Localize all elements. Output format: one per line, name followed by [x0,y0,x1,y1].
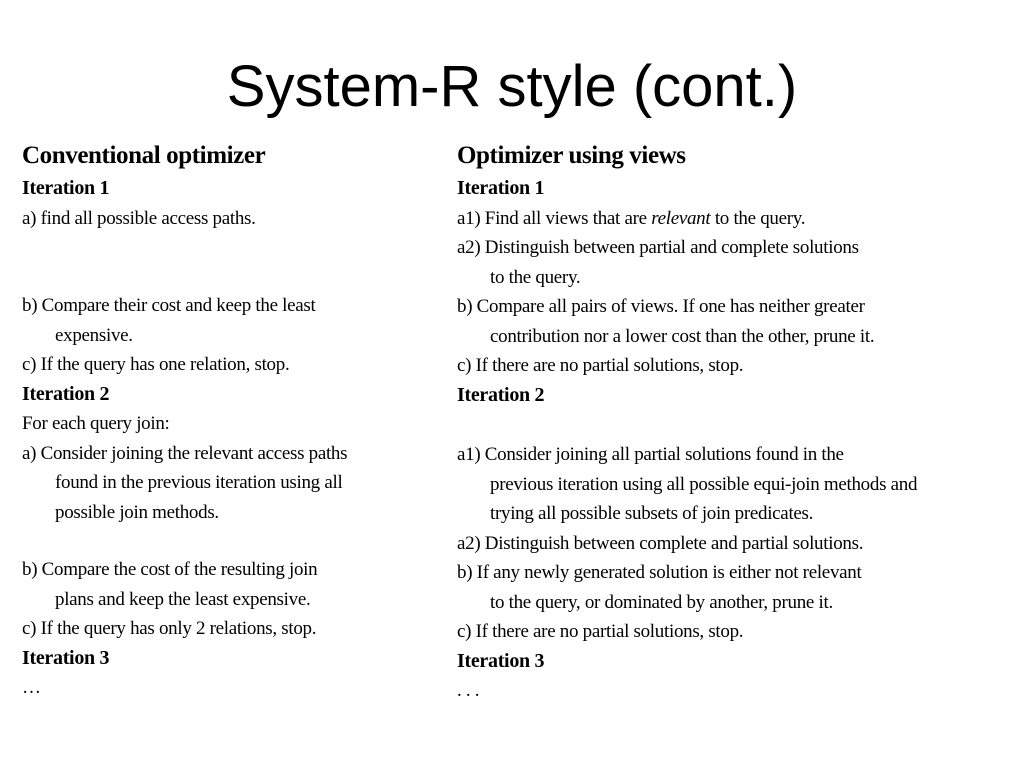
left-ellipsis: … [22,677,41,698]
right-iter2-step-b-cont: to the query, or dominated by another, prune it. [490,591,833,613]
left-iter1-step-a: a) find all possible access paths. [22,207,256,229]
left-iter1-step-b-cont: expensive. [55,324,133,346]
conventional-optimizer-heading: Conventional optimizer [22,142,266,169]
right-iteration-3-label: Iteration 3 [457,649,545,672]
left-iter2-intro: For each query join: [22,413,170,434]
slide-title: System-R style (cont.) [226,54,798,119]
right-iter2-step-a1: a1) Consider joining all partial solutions found in the [457,444,844,465]
views-optimizer-column [457,140,1007,706]
left-iter2-step-a-cont-2: possible join methods. [55,501,219,523]
left-iter2-step-a: a) Consider joining the relevant access paths [22,442,348,464]
right-iteration-1-label: Iteration 1 [457,177,545,199]
left-iteration-3-label: Iteration 3 [22,646,110,669]
left-iteration-1-label: Iteration 1 [22,177,110,199]
left-iter1-step-c: c) If the query has one relation, stop. [22,354,290,375]
views-optimizer-heading: Optimizer using views [457,142,686,169]
right-iter1-step-b-cont: contribution nor a lower cost than the other, prune it. [490,325,875,347]
right-iter1-step-b: b) Compare all pairs of views. If one has neither greater [457,296,865,317]
left-iter2-step-b-cont: plans and keep the least expensive. [55,588,311,610]
right-ellipsis: . . . [457,680,480,701]
right-iter2-step-c: c) If there are no partial solutions, stop. [457,621,744,642]
right-iter1-step-a1 [457,204,1007,234]
right-iter1-step-a2-cont: to the query. [490,266,581,288]
right-iter1-step-a2: a2) Distinguish between partial and complete solutions [457,237,859,258]
right-iter2-step-a2: a2) Distinguish between complete and partial solutions. [457,532,864,554]
right-iter2-step-a1-cont-2: trying all possible subsets of join predicates. [490,503,814,524]
left-iter2-step-c: c) If the query has only 2 relations, stop. [22,618,317,639]
right-iteration-2-label: Iteration 2 [457,383,545,406]
left-iter2-step-a-cont-1: found in the previous iteration using all [55,472,343,493]
right-iter1-step-c: c) If there are no partial solutions, stop. [457,355,744,376]
right-iter2-step-b: b) If any newly generated solution is either not relevant [457,562,862,583]
left-iter1-step-b: b) Compare their cost and keep the least [22,295,316,316]
left-iteration-2-label: Iteration 2 [22,382,110,405]
left-iter2-step-b: b) Compare the cost of the resulting join [22,559,318,580]
right-iter1-step-a1-post: to the query. [710,207,806,229]
conventional-optimizer-column [22,140,442,703]
right-iter2-step-a1-cont-1: previous iteration using all possible equi-join methods and [490,473,918,495]
relevant-emphasis: relevant [651,207,711,229]
right-iter1-step-a1-pre: a1) Find all views that are [457,207,652,229]
